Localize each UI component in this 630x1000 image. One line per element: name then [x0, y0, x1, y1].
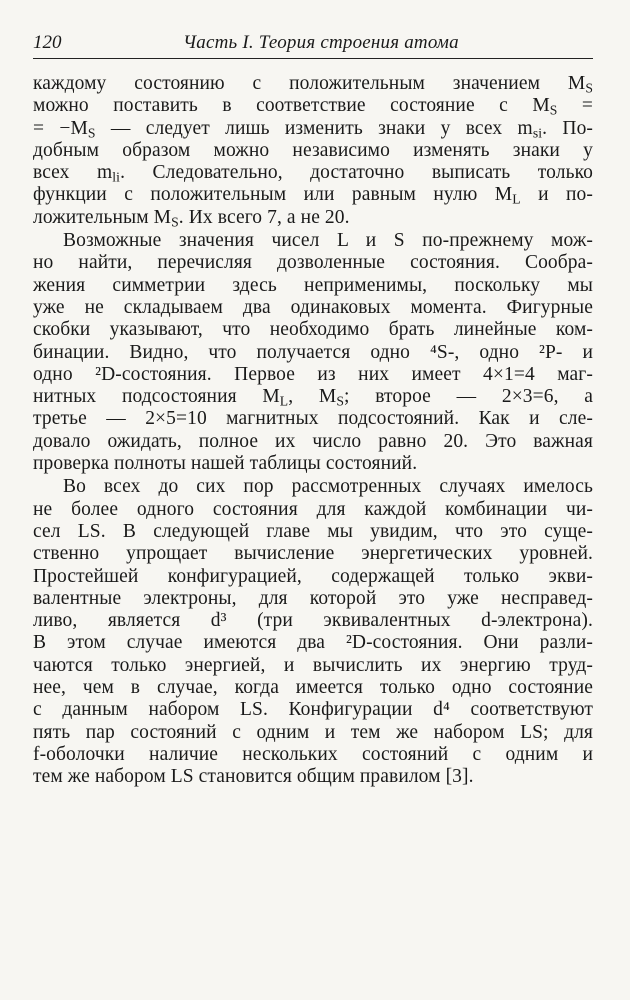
text-line: нитных подсостояния $M_L$, $M_S$; второе — 2×3=6, а: [33, 386, 593, 409]
text-line: валентные электроны, для которой это уже несправед-: [33, 587, 593, 609]
paragraph-2: [33, 230, 593, 475]
page-header: [33, 30, 593, 59]
text-line: но найти, перечисляя дозволенные состояния. Сообра-: [33, 252, 593, 274]
text-line: уже не складываем два одинаковых момента. Фигурные: [33, 296, 593, 318]
text-line: тем же набором LS становится общим правилом [3].: [33, 766, 474, 788]
text-line: проверка полноты нашей таблицы состояний.: [33, 453, 418, 475]
page-number: 120: [33, 32, 62, 53]
text-line: Возможные значения чисел L и S по-прежнему мож-: [63, 230, 593, 252]
text-line: с данным набором LS. Конфигурации d⁴ соответствуют: [33, 699, 593, 721]
text-line: скобки указывают, что необходимо брать линейные ком-: [33, 319, 593, 341]
text-line: довало ожидать, полное их число равно 20. Это важная: [33, 430, 593, 452]
text-line: добным образом можно независимо изменять знаки у: [33, 139, 593, 161]
text-line: функции с положительным или равным нулю $M_L$ и по-: [33, 184, 594, 207]
text-line: пять пар состояний с одним и тем же набором LS; для: [33, 721, 593, 743]
text-line: бинации. Видно, что получается одно ⁴S-, одно ²P- и: [33, 341, 593, 363]
text-line: ливо, является d³ (три эквивалентных d-электрона).: [33, 610, 593, 632]
text-line: третье — 2×5=10 магнитных подсостояний. Как и сле-: [33, 408, 593, 430]
text-line: ственно упрощает вычисление энергетических уровней.: [33, 543, 593, 565]
paragraph-1: [33, 73, 593, 229]
text-line: каждому состоянию с положительным значением $M_S$: [33, 73, 593, 96]
paragraph-3: [33, 476, 593, 788]
running-title: Часть I. Теория строения атома: [183, 32, 459, 53]
text-line: В этом случае имеются два ²D-состояния. Они разли-: [33, 632, 593, 654]
text-line: одно ²D-состояния. Первое из них имеет 4×1=4 маг-: [33, 363, 593, 385]
text-line: чаются только энергией, и вычислить их энергию труд-: [33, 654, 593, 676]
text-line: ложительным $M_S$. Их всего 7, а не 20.: [33, 206, 350, 230]
text-line: нее, чем в случае, когда имеется только одно состояние: [33, 677, 593, 699]
text-line: сел LS. В следующей главе мы увидим, что это суще-: [33, 520, 593, 542]
text-line: Во всех до сих пор рассмотренных случаях имелось: [63, 476, 593, 498]
body-text: [33, 73, 593, 789]
text-line: не более одного состояния для каждой комбинации чи-: [33, 498, 593, 520]
text-line: Простейшей конфигурацией, содержащей только экви-: [33, 565, 593, 587]
text-line: = $-M_S$ — следует лишь изменить знаки у всех $m_{si}$. По-: [33, 117, 594, 140]
text-line: f-оболочки наличие нескольких состояний с одним и: [33, 743, 593, 765]
text-line: всех $m_{li}$. Следовательно, достаточно выписать только: [33, 162, 593, 185]
text-line: можно поставить в соответствие состояние с $M_S$ =: [33, 95, 594, 118]
text-line: жения симметрии здесь неприменимы, поскольку мы: [33, 274, 593, 296]
